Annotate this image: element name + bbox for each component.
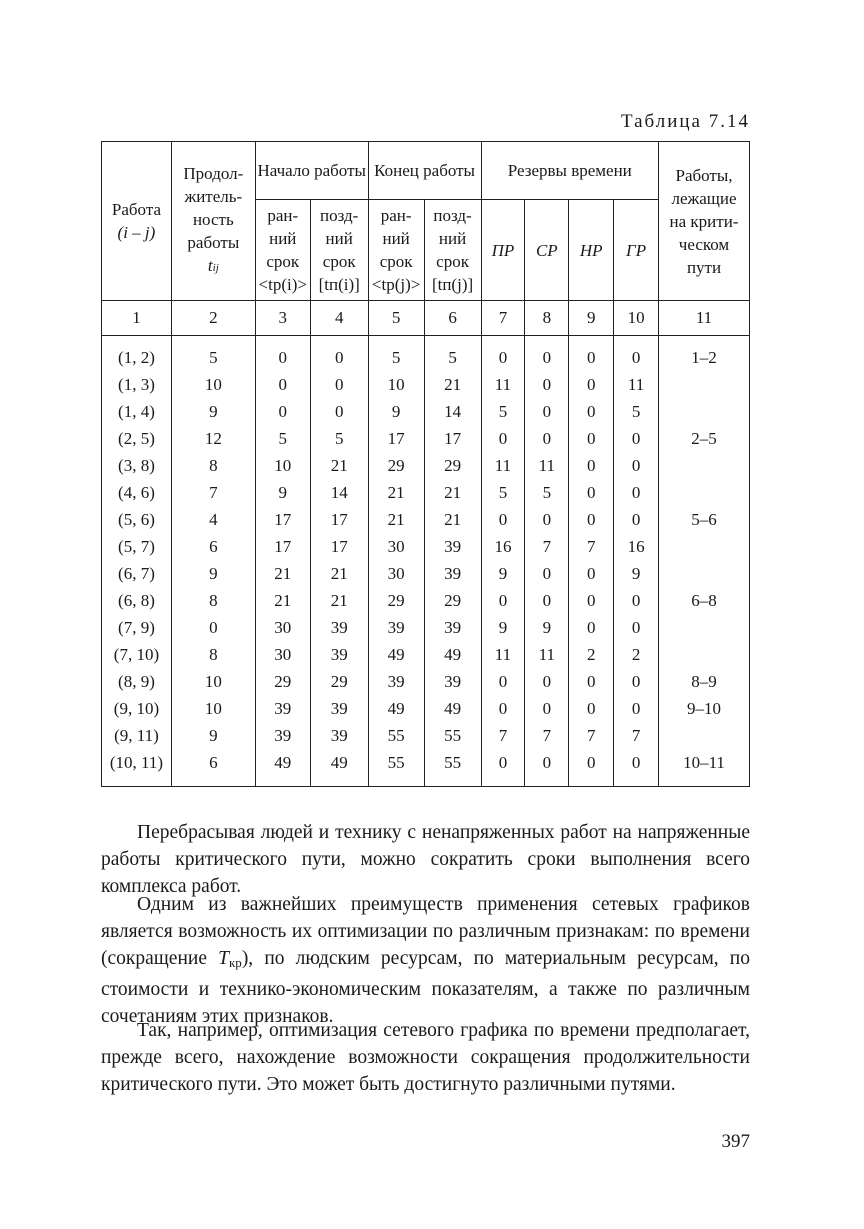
table-cell: 16 [614, 533, 659, 560]
table-row [102, 336, 750, 372]
table-cell: 0 [569, 560, 614, 587]
table-cell: 5 [525, 479, 569, 506]
table-cell: 21 [255, 560, 310, 587]
table-cell: 21 [310, 452, 368, 479]
table-cell: 8 [171, 452, 255, 479]
header-sr: СР [525, 200, 569, 301]
table-cell: 39 [424, 560, 481, 587]
header-critical: Работы, лежащие на крити-ческом пути [659, 142, 750, 301]
table-cell: 29 [255, 668, 310, 695]
table-cell: 0 [614, 614, 659, 641]
table-cell: 55 [368, 722, 424, 749]
table-cell: 0 [310, 371, 368, 398]
table-cell: 6 [171, 749, 255, 787]
column-number: 8 [525, 301, 569, 336]
table-cell: 5 [255, 425, 310, 452]
table-cell [659, 479, 750, 506]
table-cell: 11 [481, 641, 525, 668]
table-cell: 5 [614, 398, 659, 425]
table-cell: 0 [525, 668, 569, 695]
table-cell: 0 [255, 398, 310, 425]
table-cell: 5 [481, 398, 525, 425]
table-cell: 49 [368, 695, 424, 722]
table-cell: 55 [424, 722, 481, 749]
table-cell: 0 [525, 587, 569, 614]
table-cell: 0 [255, 336, 310, 372]
table-cell: 30 [368, 560, 424, 587]
table-cell: 39 [424, 614, 481, 641]
header-end-late: позд-ний срок [tп(j)] [424, 200, 481, 301]
table-cell: 0 [525, 336, 569, 372]
table-cell: 12 [171, 425, 255, 452]
paragraph-1: Перебрасывая людей и технику с ненапряженных работ на напряженные работы критического пути, можно сократить сроки выполнения всего комплекса работ. [101, 822, 750, 897]
table-cell: 7 [569, 722, 614, 749]
table-cell: 2–5 [659, 425, 750, 452]
table-cell: 0 [569, 425, 614, 452]
table-cell: 39 [310, 722, 368, 749]
table-cell: 9 [614, 560, 659, 587]
header-start: Начало работы [255, 142, 368, 200]
table-cell: (5, 6) [102, 506, 172, 533]
table-cell: 8 [171, 587, 255, 614]
table-cell: 0 [614, 506, 659, 533]
table-cell: 0 [525, 560, 569, 587]
table-cell: 6–8 [659, 587, 750, 614]
table-cell: 0 [614, 668, 659, 695]
table-cell: 0 [481, 695, 525, 722]
table-cell: 11 [481, 371, 525, 398]
table-cell: 49 [368, 641, 424, 668]
table-cell: 11 [525, 452, 569, 479]
table-cell: 17 [255, 506, 310, 533]
table-cell: 7 [525, 533, 569, 560]
table-cell: 14 [310, 479, 368, 506]
table-cell: 0 [614, 452, 659, 479]
table-row [102, 479, 750, 506]
column-number: 2 [171, 301, 255, 336]
table-cell: 11 [525, 641, 569, 668]
table-row [102, 614, 750, 641]
table-cell: 0 [569, 695, 614, 722]
table-cell: 21 [310, 587, 368, 614]
table-cell: 17 [368, 425, 424, 452]
table-cell: 39 [310, 695, 368, 722]
header-pr: ПР [481, 200, 525, 301]
header-reserves: Резервы времени [481, 142, 659, 200]
table-cell: 0 [525, 425, 569, 452]
column-number: 7 [481, 301, 525, 336]
table-cell: 17 [424, 425, 481, 452]
table-cell: 0 [614, 587, 659, 614]
column-number: 1 [102, 301, 172, 336]
table-cell: (1, 3) [102, 371, 172, 398]
table-cell: 0 [614, 695, 659, 722]
table-cell: 16 [481, 533, 525, 560]
header-duration: Продол-житель-ность работы tij [171, 142, 255, 301]
table-cell: 0 [569, 398, 614, 425]
table-cell: 7 [481, 722, 525, 749]
table-cell: (5, 7) [102, 533, 172, 560]
table-cell: 49 [310, 749, 368, 787]
table-cell: (1, 4) [102, 398, 172, 425]
table-cell [659, 452, 750, 479]
table-cell: 39 [368, 614, 424, 641]
table-cell: 0 [614, 479, 659, 506]
table-row [102, 398, 750, 425]
table-cell: 0 [569, 587, 614, 614]
table-row [102, 749, 750, 787]
table-cell: 10–11 [659, 749, 750, 787]
table-cell: 39 [368, 668, 424, 695]
table-cell: (7, 9) [102, 614, 172, 641]
table-cell: 21 [368, 479, 424, 506]
table-cell: 30 [368, 533, 424, 560]
table-cell: 0 [614, 336, 659, 372]
table-cell: (9, 11) [102, 722, 172, 749]
column-number: 4 [310, 301, 368, 336]
table-cell: 0 [525, 371, 569, 398]
table-cell: 5 [171, 336, 255, 372]
column-number: 11 [659, 301, 750, 336]
table-cell: 11 [481, 452, 525, 479]
column-number: 3 [255, 301, 310, 336]
table-cell: 39 [255, 722, 310, 749]
table-row [102, 560, 750, 587]
table-cell: 9 [481, 560, 525, 587]
table-cell: 7 [569, 533, 614, 560]
table-cell: (3, 8) [102, 452, 172, 479]
table-cell: 39 [424, 668, 481, 695]
table-cell: 0 [481, 336, 525, 372]
table-cell: 9 [171, 398, 255, 425]
table-cell: 6 [171, 533, 255, 560]
table-cell: 21 [424, 506, 481, 533]
table-cell: 5 [481, 479, 525, 506]
table-cell: 0 [525, 749, 569, 787]
table-cell: 10 [255, 452, 310, 479]
table-cell: 0 [310, 336, 368, 372]
table-cell: 39 [310, 614, 368, 641]
table-cell: 39 [424, 533, 481, 560]
table-cell: 0 [569, 479, 614, 506]
table-cell: 55 [424, 749, 481, 787]
table-cell: 9 [525, 614, 569, 641]
table-row [102, 641, 750, 668]
table-cell: 0 [569, 336, 614, 372]
table-row [102, 722, 750, 749]
table-cell [659, 398, 750, 425]
table-cell: 21 [424, 479, 481, 506]
header-start-early: ран-ний срок <tр(i)> [255, 200, 310, 301]
table-cell: (4, 6) [102, 479, 172, 506]
table-cell: 39 [255, 695, 310, 722]
table-cell: 0 [481, 668, 525, 695]
table-cell [659, 560, 750, 587]
table-cell: 10 [171, 668, 255, 695]
table-cell: 39 [310, 641, 368, 668]
table-row [102, 371, 750, 398]
table-cell: 21 [255, 587, 310, 614]
table-body [102, 336, 750, 787]
table-cell: 17 [310, 533, 368, 560]
header-work: Работа (i – j) [102, 142, 172, 301]
table-cell: 29 [424, 452, 481, 479]
table-cell: 0 [481, 749, 525, 787]
table-cell: 5 [310, 425, 368, 452]
table-cell: 7 [614, 722, 659, 749]
table-cell: 0 [569, 371, 614, 398]
table-cell: 5–6 [659, 506, 750, 533]
table-cell: 0 [525, 506, 569, 533]
table-cell: 9 [255, 479, 310, 506]
table-cell: 29 [310, 668, 368, 695]
paragraph-3: Так, например, оптимизация сетевого графика по времени предполагает, прежде всего, нахождение возможности сокращения продолжительности критического пути. Это может быть достигнуто различными путями. [101, 1020, 750, 1095]
table-cell: 11 [614, 371, 659, 398]
header-start-late: позд-ний срок [tп(i)] [310, 200, 368, 301]
table-cell: (6, 7) [102, 560, 172, 587]
page-number: 397 [721, 1131, 750, 1152]
paragraph-2: Одним из важнейших преимуществ применения сетевых графиков является возможность их оптимизации по различным признакам: по времени (сокращение Tкр), по людским ресурсам, по материальным ресурсам, по стоимости и технико-экономическим показателям, а также по различным сочетаниям этих признаков. [101, 894, 750, 1027]
table-row [102, 668, 750, 695]
table-cell: 4 [171, 506, 255, 533]
table-row [102, 533, 750, 560]
table-cell: 9 [481, 614, 525, 641]
table-cell: 14 [424, 398, 481, 425]
table-cell: 10 [368, 371, 424, 398]
table-cell: 7 [525, 722, 569, 749]
table-cell: 17 [310, 506, 368, 533]
table-cell: 21 [368, 506, 424, 533]
table-cell: 21 [310, 560, 368, 587]
table-cell: (10, 11) [102, 749, 172, 787]
table-cell: 30 [255, 641, 310, 668]
table-cell: 9 [171, 560, 255, 587]
column-number: 9 [569, 301, 614, 336]
table-cell: 0 [569, 749, 614, 787]
table-cell: 30 [255, 614, 310, 641]
column-number: 5 [368, 301, 424, 336]
table-cell: 49 [424, 695, 481, 722]
table-cell: 5 [424, 336, 481, 372]
table-cell: 9–10 [659, 695, 750, 722]
table-cell: 0 [481, 425, 525, 452]
table-cell: 29 [424, 587, 481, 614]
table-cell: 0 [310, 398, 368, 425]
table-cell: (2, 5) [102, 425, 172, 452]
table-cell: (7, 10) [102, 641, 172, 668]
table-cell: 5 [368, 336, 424, 372]
table-cell: 8 [171, 641, 255, 668]
table-cell: 10 [171, 371, 255, 398]
table-row [102, 695, 750, 722]
table-cell [659, 614, 750, 641]
column-number: 10 [614, 301, 659, 336]
header-gr: ГР [614, 200, 659, 301]
table-cell: 0 [614, 749, 659, 787]
table-cell: 17 [255, 533, 310, 560]
table-cell: 49 [424, 641, 481, 668]
table-row [102, 506, 750, 533]
table-cell: 0 [614, 425, 659, 452]
table-cell: 9 [171, 722, 255, 749]
table-cell: 2 [614, 641, 659, 668]
table-cell: 9 [368, 398, 424, 425]
table-cell: 0 [481, 506, 525, 533]
table-cell: 0 [569, 668, 614, 695]
table-row [102, 425, 750, 452]
header-nr: НР [569, 200, 614, 301]
table-cell: (6, 8) [102, 587, 172, 614]
table-cell: (1, 2) [102, 336, 172, 372]
table-row [102, 452, 750, 479]
table-cell [659, 641, 750, 668]
table-cell: 29 [368, 452, 424, 479]
table-cell [659, 371, 750, 398]
table-cell: 1–2 [659, 336, 750, 372]
column-number: 6 [424, 301, 481, 336]
table-cell: 8–9 [659, 668, 750, 695]
table-cell: 0 [569, 452, 614, 479]
schedule-table [101, 141, 750, 787]
header-end-early: ран-ний срок <tр(j)> [368, 200, 424, 301]
table-cell: (9, 10) [102, 695, 172, 722]
table-caption: Таблица 7.14 [620, 111, 750, 132]
table-cell: 0 [481, 587, 525, 614]
table-cell: 29 [368, 587, 424, 614]
table-cell: 0 [171, 614, 255, 641]
table-cell: 0 [569, 614, 614, 641]
table-cell: 0 [525, 695, 569, 722]
table-cell: 21 [424, 371, 481, 398]
table-cell: (8, 9) [102, 668, 172, 695]
table-cell: 49 [255, 749, 310, 787]
table-cell: 0 [569, 506, 614, 533]
table-cell [659, 722, 750, 749]
table-cell: 10 [171, 695, 255, 722]
table-cell: 55 [368, 749, 424, 787]
table-cell [659, 533, 750, 560]
table-cell: 2 [569, 641, 614, 668]
table-cell: 0 [255, 371, 310, 398]
table-row [102, 587, 750, 614]
header-end: Конец работы [368, 142, 481, 200]
table-cell: 0 [525, 398, 569, 425]
table-cell: 7 [171, 479, 255, 506]
